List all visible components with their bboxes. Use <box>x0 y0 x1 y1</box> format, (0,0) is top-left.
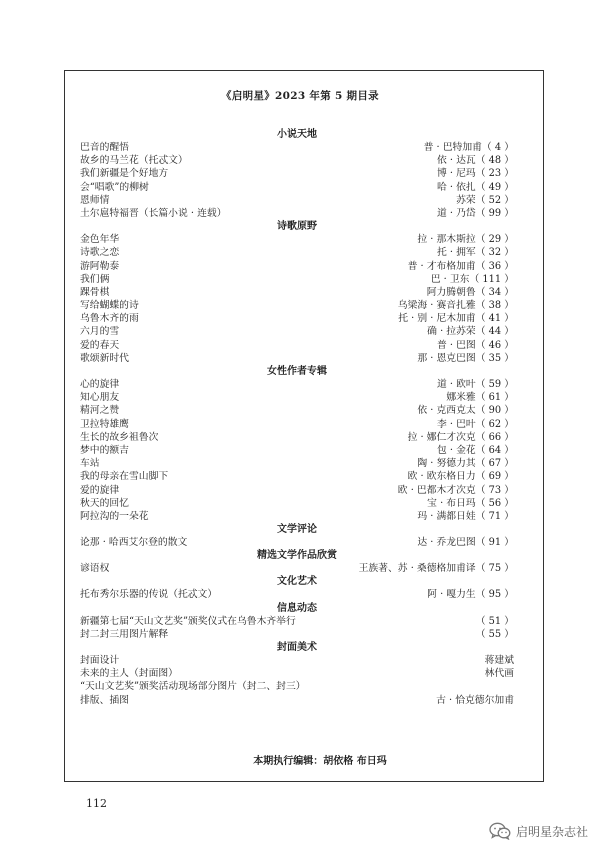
toc-entry <box>80 167 514 180</box>
toc-entry <box>80 404 514 417</box>
entry-author-page: 古 · 恰克德尔加甫 <box>436 694 514 706</box>
entry-author-page: 王族著、苏 · 桑德格加甫译（ 75 ） <box>358 563 514 575</box>
entry-author-page: 玛 · 满都日娃（ 71 ） <box>417 510 514 522</box>
entry-author-page: 拉 · 那木斯拉（ 29 ） <box>417 234 514 246</box>
entry-title: 梦中的额吉 <box>80 444 129 456</box>
entry-title: 乌鲁木齐的雨 <box>80 313 139 325</box>
section-heading: 文化艺术 <box>277 576 317 588</box>
watermark <box>489 822 588 840</box>
entry-title: 卫拉特雄鹰 <box>80 418 129 430</box>
toc-entry <box>80 352 514 365</box>
entry-title: 爱的旋律 <box>80 484 120 496</box>
entry-author-page: 阿力腾朝鲁（ 34 ） <box>426 286 514 298</box>
entry-title: 诗歌之恋 <box>80 247 120 259</box>
toc-entry <box>80 470 514 483</box>
entry-title: 封面设计 <box>80 655 120 666</box>
table-of-contents <box>80 128 514 707</box>
toc-entry <box>80 694 514 707</box>
entry-title: 我们俩 <box>80 273 110 285</box>
entry-title: 论那 · 哈西艾尔登的散文 <box>80 537 188 549</box>
toc-entry <box>80 141 514 154</box>
entry-author-page: 拉 · 娜仁才次克（ 66 ） <box>407 431 514 443</box>
section-heading: 信息动态 <box>277 602 317 614</box>
toc-entry <box>80 444 514 457</box>
entry-title: 谚语权 <box>80 563 110 575</box>
editor-line: 本期执行编辑：胡依格 布日玛 <box>253 756 387 767</box>
page-number: 112 <box>86 797 107 810</box>
entry-title: 我们新疆是个好地方 <box>80 168 169 180</box>
entry-author-page: 托 · 别 · 尼木加甫（ 41 ） <box>398 313 514 325</box>
entry-author-page: 欧 · 巴都木才次克（ 73 ） <box>397 484 514 496</box>
page-title: 《启明星》2023 年第 5 期目录 <box>221 90 379 102</box>
toc-entry <box>80 654 514 667</box>
toc-entry <box>80 391 514 404</box>
entry-author-page: 那 · 恩克巴图（ 35 ） <box>417 352 514 364</box>
toc-entry <box>80 273 514 286</box>
entry-title: 阿拉沟的一朵花 <box>80 510 149 522</box>
toc-entry <box>80 246 514 259</box>
entry-title: 托布秀尔乐器的传说（托忒文） <box>80 589 218 601</box>
entry-author-page: 托 · 拥军（ 32 ） <box>436 247 514 259</box>
entry-title: 心的旋律 <box>80 379 120 390</box>
entry-title: 恩师情 <box>80 194 110 206</box>
toc-entry <box>80 286 514 299</box>
entry-author-page: 依 · 克西克太（ 90 ） <box>417 405 514 417</box>
wechat-icon <box>489 822 511 840</box>
toc-entry <box>80 233 514 246</box>
entry-author-page: 欧 · 欧东格日力（ 69 ） <box>407 471 514 483</box>
entry-title: 新疆第七届“天山文艺奖”颁奖仪式在乌鲁木齐举行 <box>80 615 296 627</box>
entry-title: “天山文艺奖”颁奖活动现场部分图片（封二、封三） <box>80 681 306 693</box>
entry-author-page: 苏荣（ 52 ） <box>456 194 514 206</box>
entry-title: 游阿勒泰 <box>80 260 120 272</box>
entry-title: 排版、插图 <box>80 694 129 706</box>
entry-title: 爱的春天 <box>80 339 120 351</box>
toc-entry <box>80 154 514 167</box>
entry-author-page: 蒋建斌 <box>484 655 514 666</box>
entry-author-page: 普 · 才布格加甫（ 36 ） <box>407 260 514 272</box>
entry-title: 会“唱歌”的柳树 <box>80 181 149 193</box>
toc-entry <box>80 194 514 207</box>
section-heading: 诗歌原野 <box>277 221 317 233</box>
toc-entry <box>80 312 514 325</box>
entry-author-page: 娜米雅（ 61 ） <box>446 392 514 404</box>
toc-entry <box>80 497 514 510</box>
toc-entry <box>80 457 514 470</box>
entry-author-page: 博 · 尼玛（ 23 ） <box>436 168 514 180</box>
toc-entry <box>80 418 514 431</box>
entry-title: 生长的故乡祖鲁次 <box>80 431 159 443</box>
entry-title: 六月的雪 <box>80 326 120 338</box>
entry-author-page: 阿 · 嘎力生（ 95 ） <box>427 589 514 601</box>
entry-author-page: 李 · 巴叶（ 62 ） <box>436 418 514 430</box>
toc-entry <box>80 325 514 338</box>
toc-entry <box>80 628 514 641</box>
entry-title: 故乡的马兰花（托忒文） <box>80 155 188 167</box>
section-heading: 女性作者专辑 <box>267 366 327 377</box>
entry-author-page: 哈 · 依扎（ 49 ） <box>436 181 514 193</box>
section-heading: 文学评论 <box>277 524 317 536</box>
toc-entry <box>80 207 514 220</box>
entry-title: 土尔扈特福晋（长篇小说 · 连载） <box>80 207 227 219</box>
toc-entry <box>80 562 514 575</box>
toc-entry <box>80 260 514 273</box>
entry-author-page: 巴 · 卫东（ 111 ） <box>430 273 514 285</box>
section-heading: 封面美术 <box>277 642 317 653</box>
entry-title: 未来的主人（封面图） <box>80 668 178 680</box>
entry-title: 秋天的回忆 <box>80 497 129 509</box>
entry-title: 车站 <box>80 458 100 470</box>
toc-entry <box>80 484 514 497</box>
entry-title: 踝骨棋 <box>80 286 110 298</box>
toc-entry <box>80 536 514 549</box>
entry-title: 写给蝴蝶的诗 <box>80 300 139 312</box>
entry-author-page: （ 55 ） <box>475 628 514 640</box>
toc-entry <box>80 299 514 312</box>
section-heading: 小说天地 <box>277 129 317 140</box>
entry-author-page: 道 · 乃岱（ 99 ） <box>436 207 514 219</box>
entry-title: 精河之赞 <box>80 405 120 417</box>
toc-entry <box>80 588 514 601</box>
entry-author-page: 普 · 巴特加甫（ 4 ） <box>423 142 514 153</box>
entry-author-page: 依 · 达瓦（ 48 ） <box>436 155 514 167</box>
entry-author-page: 陶 · 努德力其（ 67 ） <box>417 458 514 470</box>
entry-author-page: 普 · 巴图（ 46 ） <box>436 339 514 351</box>
entry-author-page: 达 · 乔龙巴图（ 91 ） <box>417 537 514 549</box>
entry-author-page: 包 · 金花（ 64 ） <box>436 444 514 456</box>
entry-title: 金色年华 <box>80 234 120 246</box>
entry-title: 封二封三用图片解释 <box>80 628 169 640</box>
toc-entry <box>80 181 514 194</box>
entry-title: 知心朋友 <box>80 392 120 404</box>
toc-entry <box>80 615 514 628</box>
entry-author-page: 宝 · 布日玛（ 56 ） <box>427 497 514 509</box>
entry-author-page: 林代画 <box>484 668 514 680</box>
toc-entry <box>80 667 514 680</box>
entry-title: 我的母亲在雪山脚下 <box>80 471 169 483</box>
toc-entry <box>80 510 514 523</box>
entry-author-page: 确 · 拉苏荣（ 44 ） <box>427 326 514 338</box>
toc-entry <box>80 378 514 391</box>
entry-title: 歌颂新时代 <box>80 352 129 364</box>
section-heading: 精选文学作品欣赏 <box>257 550 337 562</box>
toc-entry <box>80 680 514 693</box>
toc-entry <box>80 339 514 352</box>
entry-title: 巴音的醒悟 <box>80 142 129 153</box>
entry-author-page: 乌梁海 · 赛音扎雅（ 38 ） <box>397 300 514 312</box>
entry-author-page: 道 · 欧叶（ 59 ） <box>436 379 514 390</box>
entry-author-page: （ 51 ） <box>475 615 514 627</box>
toc-entry <box>80 431 514 444</box>
watermark-text: 启明星杂志社 <box>515 824 588 839</box>
